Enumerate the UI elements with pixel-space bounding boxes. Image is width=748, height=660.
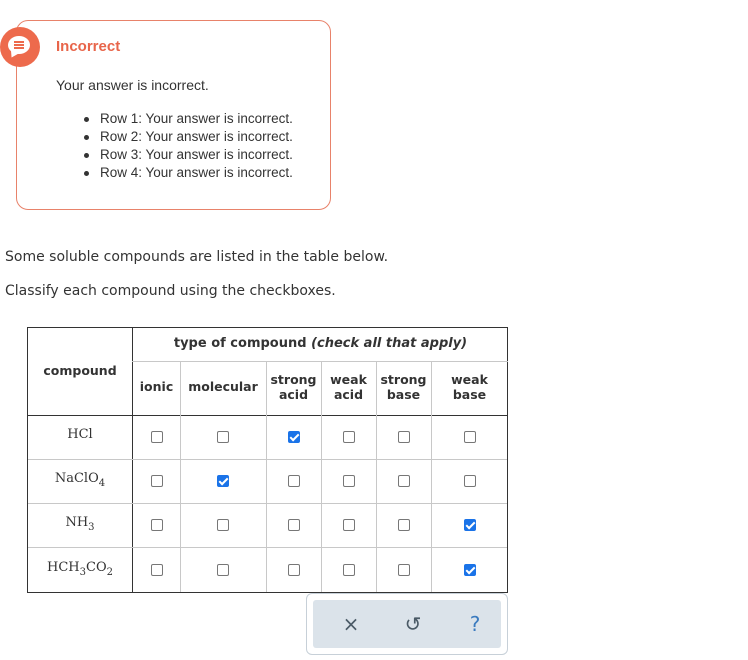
compound-formula — [28, 560, 132, 578]
checkbox-checked[interactable] — [464, 564, 476, 576]
column-header-line1: weak — [330, 372, 367, 387]
instruction-classify: Classify each compound using the checkboxes. — [5, 283, 336, 299]
formula-subscript: 4 — [98, 478, 106, 489]
formula-part: HCH — [47, 559, 80, 575]
column-header-5 — [431, 372, 508, 402]
type-header-divider — [132, 361, 508, 362]
checkbox[interactable] — [398, 431, 410, 443]
column-header-3 — [321, 372, 376, 402]
column-header-line2: base — [452, 387, 487, 402]
column-header-line1: ionic — [139, 379, 174, 394]
checkbox[interactable] — [464, 431, 476, 443]
row-divider — [28, 503, 507, 504]
row-divider — [28, 547, 507, 548]
compound-formula — [28, 427, 132, 442]
compound-column-divider — [132, 328, 133, 592]
checkbox[interactable] — [464, 475, 476, 487]
feedback-row-4: Row 4: Your answer is incorrect. — [81, 164, 293, 182]
checkbox[interactable] — [151, 564, 163, 576]
checkbox[interactable] — [343, 519, 355, 531]
column-header-line1: strong — [380, 372, 427, 387]
checkbox-checked[interactable] — [217, 475, 229, 487]
feedback-row-3: Row 3: Your answer is incorrect. — [81, 146, 293, 164]
column-header-0 — [133, 379, 180, 394]
checkbox-checked[interactable] — [288, 431, 300, 443]
instruction-intro: Some soluble compounds are listed in the table below. — [5, 249, 389, 265]
checkbox[interactable] — [288, 475, 300, 487]
checkbox[interactable] — [288, 564, 300, 576]
formula-part: NH — [65, 515, 89, 530]
checkbox[interactable] — [343, 431, 355, 443]
compound-header: compound — [43, 363, 117, 378]
toolbar-panel — [313, 600, 501, 648]
formula-subscript: 3 — [88, 522, 95, 533]
checkbox[interactable] — [217, 519, 229, 531]
clear-button[interactable] — [335, 608, 367, 640]
help-button[interactable] — [459, 608, 491, 640]
row-divider — [28, 459, 507, 460]
formula-part: CO — [86, 559, 107, 575]
formula-subscript: 2 — [106, 566, 113, 578]
checkbox[interactable] — [151, 431, 163, 443]
checkbox[interactable] — [217, 431, 229, 443]
type-header-main: type of compound — [173, 336, 307, 351]
answer-toolbar — [306, 593, 508, 655]
column-header-line1: weak — [451, 372, 488, 387]
checkbox[interactable] — [151, 519, 163, 531]
feedback-status: Incorrect — [56, 38, 121, 55]
column-header-line1: molecular — [188, 379, 258, 394]
compound-formula — [28, 471, 132, 489]
feedback-bubble-icon — [0, 27, 40, 67]
checkbox[interactable] — [217, 564, 229, 576]
column-header-line2: acid — [333, 387, 364, 402]
column-header-1 — [180, 379, 266, 394]
checkbox[interactable] — [398, 564, 410, 576]
feedback-card — [16, 20, 331, 210]
checkbox[interactable] — [288, 519, 300, 531]
column-header-line2: acid — [278, 387, 309, 402]
checkbox-checked[interactable] — [464, 519, 476, 531]
checkbox[interactable] — [343, 564, 355, 576]
column-header-line2: base — [386, 387, 421, 402]
column-divider — [180, 361, 181, 592]
feedback-row-list — [81, 110, 293, 182]
checkbox[interactable] — [343, 475, 355, 487]
classification-table — [27, 327, 508, 593]
feedback-summary: Your answer is incorrect. — [56, 77, 209, 93]
undo-icon: ↺ — [404, 612, 422, 636]
type-header-note: (check all that apply) — [311, 336, 468, 351]
column-header-4 — [376, 372, 431, 402]
checkbox[interactable] — [151, 475, 163, 487]
type-of-compound-header — [133, 336, 508, 351]
feedback-row-2: Row 2: Your answer is incorrect. — [81, 128, 293, 146]
formula-part: HCl — [67, 427, 93, 442]
checkbox[interactable] — [398, 475, 410, 487]
compound-formula — [28, 515, 132, 533]
column-header-line1: strong — [270, 372, 317, 387]
close-icon: × — [342, 612, 360, 636]
formula-subscript: 3 — [79, 566, 86, 578]
undo-button[interactable] — [397, 608, 429, 640]
help-icon: ? — [469, 612, 481, 636]
formula-part: NaClO — [54, 471, 99, 486]
header-bottom-divider — [28, 415, 507, 416]
feedback-row-1: Row 1: Your answer is incorrect. — [81, 110, 293, 128]
checkbox[interactable] — [398, 519, 410, 531]
column-header-2 — [266, 372, 321, 402]
